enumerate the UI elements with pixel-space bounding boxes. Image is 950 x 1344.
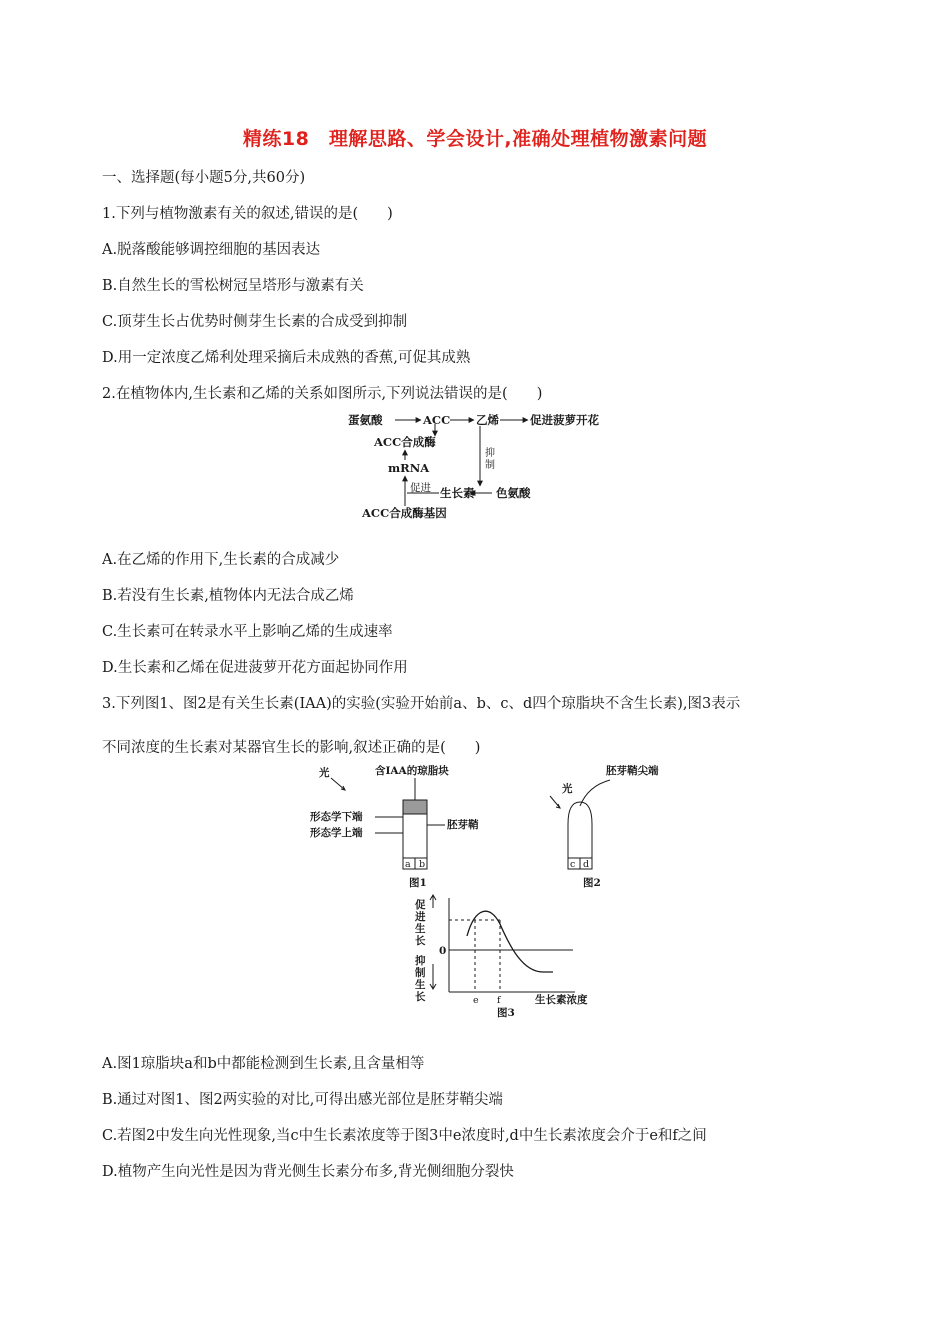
fig2-caption: 图2 <box>583 877 601 889</box>
q2-option-b: B.若没有生长素,植物体内无法合成乙烯 <box>102 588 354 604</box>
section-heading: 一、选择题(每小题5分,共60分) <box>102 170 306 186</box>
fig3-promote-2: 进 <box>415 911 426 923</box>
fig1-a-label: a <box>405 859 411 870</box>
label-inhibit-1: 抑 <box>485 448 495 459</box>
fig2-light-label: 光 <box>562 783 573 795</box>
fig3-zero: 0 <box>439 945 447 957</box>
q3-stem-line1: 3.下列图1、图2是有关生长素(IAA)的实验(实验开始前a、b、c、d四个琼脂块不含生长素),图3表示 <box>102 696 741 712</box>
fig1-upper-end-label: 形态学上端 <box>310 827 363 839</box>
label-auxin: 生长素 <box>440 486 475 500</box>
label-gene: ACC合成酶基因 <box>362 506 447 520</box>
fig3-inhibit-3: 生 <box>415 979 426 991</box>
fig1-coleoptile-segment <box>403 814 427 858</box>
fig3-promote-4: 长 <box>415 935 426 947</box>
fig1-coleoptile-label: 胚芽鞘 <box>447 819 479 831</box>
q2-option-d: D.生长素和乙烯在促进菠萝开花方面起协同作用 <box>102 660 408 676</box>
q3-stem-line2: 不同浓度的生长素对某器官生长的影响,叙述正确的是( ) <box>102 740 481 756</box>
label-flower: 促进菠萝开花 <box>530 413 599 427</box>
q3-option-c: C.若图2中发生向光性现象,当c中生长素浓度等于图3中e浓度时,d中生长素浓度会介于e和f之间 <box>102 1128 707 1144</box>
q1-stem: 1.下列与植物激素有关的叙述,错误的是( ) <box>102 206 393 222</box>
label-mrna: mRNA <box>388 461 430 475</box>
fig3-inhibit-4: 长 <box>415 991 426 1003</box>
q2-pathway-diagram <box>340 408 640 526</box>
fig1-iaa-label: 含IAA的琼脂块 <box>375 765 449 777</box>
q2-option-a: A.在乙烯的作用下,生长素的合成减少 <box>102 552 340 568</box>
q3-option-b: B.通过对图1、图2两实验的对比,可得出感光部位是胚芽鞘尖端 <box>102 1092 503 1108</box>
q1-option-a: A.脱落酸能够调控细胞的基因表达 <box>102 242 321 258</box>
page-title: 精练18 理解思路、学会设计,准确处理植物激素问题 <box>242 128 708 150</box>
q2-option-c: C.生长素可在转录水平上影响乙烯的生成速率 <box>102 624 393 640</box>
q3-option-a: A.图1琼脂块a和b中都能检测到生长素,且含量相等 <box>102 1056 425 1072</box>
q3-figure-2 <box>548 762 678 892</box>
q3-option-d: D.植物产生向光性是因为背光侧生长素分布多,背光侧细胞分裂快 <box>102 1164 514 1180</box>
fig2-tip-pointer <box>580 780 610 806</box>
q1-option-c: C.顶芽生长占优势时侧芽生长素的合成受到抑制 <box>102 314 408 330</box>
fig3-caption: 图3 <box>497 1007 515 1019</box>
fig3-inhibit-2: 制 <box>415 967 426 979</box>
q3-figure-1 <box>305 762 505 892</box>
fig3-xlabel: 生长素浓度 <box>535 994 588 1006</box>
q3-figure-3 <box>405 892 605 1022</box>
fig3-promote-3: 生 <box>415 923 426 935</box>
label-promote: 促进 <box>410 482 431 494</box>
q2-stem: 2.在植物体内,生长素和乙烯的关系如图所示,下列说法错误的是( ) <box>102 386 543 402</box>
fig3-f-label: f <box>497 995 501 1006</box>
fig2-coleoptile <box>568 802 592 858</box>
fig1-lower-end-label: 形态学下端 <box>310 811 363 823</box>
label-trp: 色氨酸 <box>496 486 531 500</box>
fig2-light-arrow <box>550 796 560 808</box>
fig3-inhibit-1: 抑 <box>415 955 426 967</box>
fig3-e-label: e <box>473 995 479 1006</box>
fig1-caption: 图1 <box>409 877 427 889</box>
label-inhibit-2: 制 <box>485 460 495 471</box>
fig1-b-label: b <box>419 859 426 870</box>
fig1-light-label: 光 <box>319 767 330 779</box>
fig1-iaa-block <box>403 800 427 814</box>
label-acc-enzyme: ACC合成酶 <box>374 435 436 449</box>
fig2-tip-label: 胚芽鞘尖端 <box>606 765 659 777</box>
fig2-d-label: d <box>583 859 590 870</box>
label-ethylene: 乙烯 <box>476 413 499 427</box>
q1-option-d: D.用一定浓度乙烯利处理采摘后未成熟的香蕉,可促其成熟 <box>102 350 471 366</box>
q1-option-b: B.自然生长的雪松树冠呈塔形与激素有关 <box>102 278 364 294</box>
fig2-c-label: c <box>570 859 576 870</box>
label-met: 蛋氨酸 <box>348 413 383 427</box>
fig3-promote-1: 促 <box>415 899 426 911</box>
fig1-light-arrow <box>331 778 345 790</box>
label-acc: ACC <box>423 413 451 427</box>
